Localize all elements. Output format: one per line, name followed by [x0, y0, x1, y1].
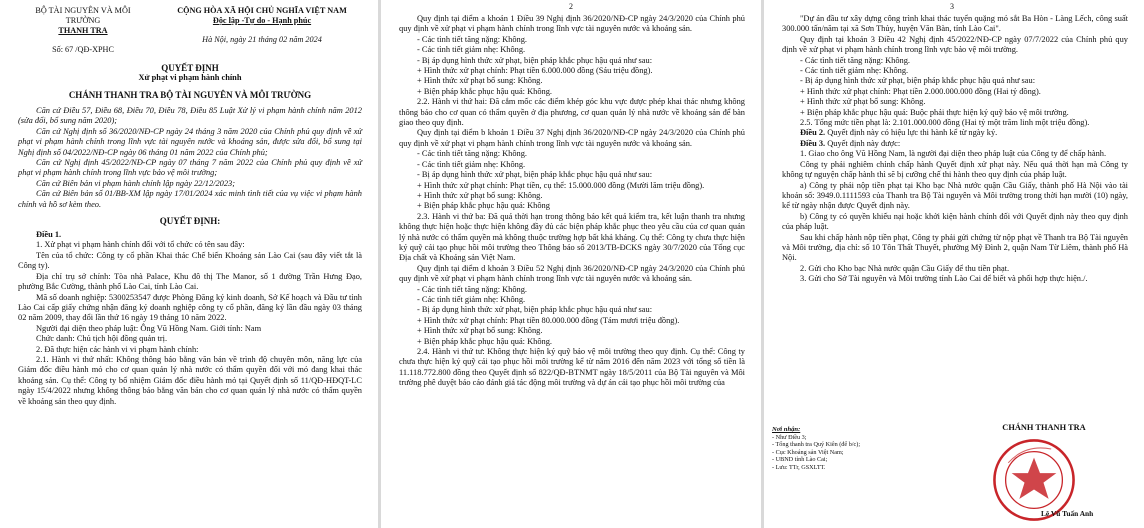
paragraph: 2.3. Hành vi thứ ba: Đã quá thời hạn trong thông báo kết quả kiểm tra, kết luận thanh tra nhưng không thực hiện hoặc thực hiện không đầy đủ các biện pháp khắc phục theo yêu cầu của cơ quan quản lý nhà nước có thẩm quyền mà không thuộc trường hợp bất khả kháng. Cụ thể: Công ty chưa thực hiện ký quỹ cải tạo phục hồi môi trường theo Thông báo số 2013/TB-ĐCKS ngày 30/7/2020 của Tổng cục Địa chất và Khoáng sản Việt Nam. — [399, 211, 745, 263]
paragraph: - Các tình tiết tăng nặng: Không. — [417, 149, 528, 159]
paragraph: + Biện pháp khắc phục hậu quả: Không. — [417, 336, 552, 346]
paragraph: Căn cứ Điều 57, Điều 68, Điều 70, Điều 78, Điều 85 Luật Xử lý vi phạm hành chính năm 2012 (sửa đổi, bổ sung năm 2020); — [18, 106, 362, 126]
paragraph: + Hình thức xử phạt bổ sung: Không. — [417, 326, 543, 336]
paragraph: + Biện pháp khắc phục hậu quả: Buộc phải thực hiện ký quỹ bảo vệ môi trường. — [800, 107, 1069, 117]
article-2 — [782, 128, 1128, 138]
article-1-heading: Điều 1. — [36, 230, 62, 240]
paragraph: Quy định tại khoản 3 Điều 42 Nghị định 45/2022/NĐ-CP ngày 07/7/2022 của Chính phủ quy định về xử phạt vi phạm hành chính trong lĩnh vực bảo vệ môi trường. — [782, 34, 1128, 55]
signature-block — [764, 418, 1144, 528]
paragraph: 2.4. Hành vi thứ tư: Không thực hiện ký quỹ bảo vệ môi trường theo quy định. Cụ thể: Công ty chưa thực hiện ký quỹ cải tạo phục hồi môi trường kể từ năm 2016 đến năm 2023 với tổng số tiền là 11.118.772.800 đồng theo Quyết định số 822/QĐ-BTNMT ngày 18/5/2011 của Bộ Tài nguyên và Môi trường phê duyệt báo cáo đánh giá tác động môi trường và dự án cải tạo phục hồi môi trường của — [399, 347, 745, 388]
recipients-list — [772, 426, 922, 472]
paragraph: Quy định tại điểm d khoản 3 Điều 52 Nghị định 36/2020/NĐ-CP ngày 24/3/2020 của Chính phủ quy định về xử phạt vi phạm hành chính trong lĩnh vực tài nguyên nước và khoáng sản. — [399, 263, 745, 284]
page-number: 3 — [950, 2, 954, 11]
paragraph: + Hình thức xử phạt bổ sung: Không. — [800, 97, 926, 107]
paragraph: Căn cứ Nghị định 45/2022/NĐ-CP ngày 07 tháng 7 năm 2022 của Chính phủ quy định về xử phạt vi phạm hành chính trong lĩnh vực bảo vệ môi trường; — [18, 158, 362, 178]
page-2-body — [399, 14, 745, 389]
paragraph: - Các tình tiết tăng nặng: Không. — [800, 55, 911, 65]
signer-name: Lê Vũ Tuấn Anh — [1041, 509, 1094, 518]
decision-heading: QUYẾT ĐỊNH: — [159, 216, 221, 227]
paragraph: - Bị áp dụng hình thức xử phạt, biện pháp khắc phục hậu quả như sau: — [417, 55, 653, 65]
paragraph: 1. Xử phạt vi phạm hành chính đối với tổ chức có tên sau đây: — [36, 240, 245, 250]
paragraph: + Hình thức xử phạt chính: Phạt tiền, cụ thể: 15.000.000 đồng (Mười lăm triệu đồng). — [417, 180, 705, 190]
nation-name: CỘNG HÒA XÃ HỘI CHỦ NGHĨA VIỆT NAM — [177, 6, 347, 15]
paragraph: - Bị áp dụng hình thức xử phạt, biện pháp khắc phục hậu quả như sau: — [800, 76, 1036, 86]
article-3 — [782, 139, 1128, 149]
legal-bases — [18, 106, 362, 210]
nation-motto: Độc lập -Tự do - Hạnh phúc — [212, 16, 312, 25]
paragraph: 2. Gửi cho Kho bạc Nhà nước quận Cầu Giấy để thu tiền phạt. — [800, 263, 1010, 273]
paragraph: 1. Giao cho ông Vũ Hồng Nam, là người đại diện theo pháp luật của Công ty để chấp hành. — [800, 149, 1107, 159]
paragraph: + Hình thức xử phạt chính: Phạt tiền 6.000.000 đồng (Sáu triệu đồng). — [417, 66, 653, 76]
paragraph: 2. Đã thực hiện các hành vi vi phạm hành chính: — [36, 344, 199, 354]
paragraph: + Hình thức xử phạt chính: Phạt tiền 80.000.000 đồng (Tám mươi triệu đồng). — [417, 315, 680, 325]
paragraph: - Các tình tiết tăng nặng: Không. — [417, 34, 528, 44]
paragraph: - Các tình tiết tăng nặng: Không. — [417, 284, 528, 294]
issue-date: Hà Nội, ngày 21 tháng 02 năm 2024 — [202, 35, 322, 44]
paragraph: 2.1. Hành vi thứ nhất: Không thông báo bằng văn bản về trình độ chuyên môn, năng lực của Giám đốc điều hành mỏ cho cơ quan quản lý nhà nước có thẩm quyền đối với mỏ đang khai thác khoáng sản. Cụ thể: Công ty bổ nhiệm Giám đốc điều hành mỏ tại Quyết định số 11/QĐ-HĐQT-LC ngày 15/4/2022 nhưng không thông báo bằng văn bản cho cơ quan quản lý nhà nước có thẩm quyền về khoáng sản theo quy định. — [18, 354, 362, 406]
paragraph: 2.5. Tổng mức tiền phạt là: 2.101.000.000 đồng (Hai tỷ một trăm linh một triệu đồng). — [800, 118, 1090, 128]
paragraph: Mã số doanh nghiệp: 5300253547 được Phòng Đăng ký kinh doanh, Sở Kế hoạch và Đầu tư tỉnh Lào Cai cấp giấy chứng nhận đăng ký doanh nghiệp công ty cổ phần, đăng ký lần đầu ngày 03 tháng 02 năm 2009, thay đổi lần thứ 16 ngày 19 tháng 10 năm 2022. — [18, 292, 362, 323]
recipient-item: - UBND tỉnh Lào Cai; — [772, 456, 828, 464]
article-2-heading: Điều 2. — [800, 128, 826, 138]
decision-number: Số: 67 /QĐ-XPHC — [52, 45, 114, 54]
page-1 — [0, 0, 378, 528]
paragraph: Địa chỉ trụ sở chính: Tòa nhà Palace, Khu đô thị The Manor, số 1 đường Trần Hưng Đạo, phường Bắc Cường, thành phố Lào Cai, tỉnh Lào Cai. — [18, 271, 362, 292]
paragraph: + Hình thức xử phạt bổ sung: Không. — [417, 76, 543, 86]
paragraph: Căn cứ Biên bản số 01/BB-XM lập ngày 17/01/2024 xác minh tình tiết của vụ việc vi phạm hành chính và hồ sơ kèm theo. — [18, 189, 362, 209]
recipient-item: - Lưu: TTr, GSXLTT. — [772, 463, 826, 471]
department-name: THANH TRA — [58, 26, 108, 35]
paragraph: b) Công ty có quyền khiếu nại hoặc khởi kiện hành chính đối với Quyết định này theo quy định của pháp luật. — [782, 211, 1128, 232]
article-3-body — [782, 149, 1128, 284]
article-3-heading: Điều 3. — [800, 138, 826, 148]
page-2 — [381, 0, 761, 528]
paragraph: Căn cứ Nghị định số 36/2020/NĐ-CP ngày 24 tháng 3 năm 2020 của Chính phủ quy định về xử phạt vi phạm hành chính trong lĩnh vực tài nguyên nước và khoáng sản, được sửa đổi, bổ sung tại Nghị định số 04/2022/NĐ-CP ngày 06 tháng 01 năm 2022 của Chính phủ; — [18, 126, 362, 157]
recipient-item: - Cục Khoáng sản Việt Nam; — [772, 448, 844, 456]
paragraph: Tên của tổ chức: Công ty cổ phần Khai thác Chế biến Khoáng sản Lào Cai (sau đây viết tắt là Công ty). — [18, 250, 362, 271]
paragraph: - Bị áp dụng hình thức xử phạt, biện pháp khắc phục hậu quả như sau: — [417, 170, 653, 180]
paragraph: - Các tình tiết giảm nhẹ: Không. — [417, 159, 526, 169]
paragraph: - Các tình tiết giảm nhẹ: Không. — [417, 294, 526, 304]
article-3-text: Quyết định này được: — [825, 138, 901, 148]
document-subtitle: Xử phạt vi phạm hành chính — [138, 73, 242, 82]
document-header — [18, 6, 362, 55]
paragraph: Người đại diện theo pháp luật: Ông Vũ Hồng Nam. Giới tính: Nam — [36, 323, 262, 333]
recipients-title: Nơi nhận: — [772, 426, 801, 433]
paragraph: - Các tình tiết giảm nhẹ: Không. — [417, 45, 526, 55]
paragraph: Quy định tại điểm a khoản 1 Điều 39 Nghị định 36/2020/NĐ-CP ngày 24/3/2020 của Chính phủ quy định về xử phạt vi phạm hành chính trong lĩnh vực tài nguyên nước và khoáng sản. — [399, 14, 745, 34]
paragraph: Căn cứ Biên bản vi phạm hành chính lập ngày 22/12/2023; — [36, 178, 236, 188]
signer — [949, 423, 1139, 518]
paragraph: - Các tình tiết giảm nhẹ: Không. — [800, 66, 909, 76]
recipient-item: - Tổng thanh tra Quý Kiên (để b/c); — [772, 441, 861, 449]
agency-name: BỘ TÀI NGUYÊN VÀ MÔI TRƯỜNG — [35, 6, 131, 25]
article-1-body — [18, 240, 362, 407]
paragraph: Công ty phải nghiêm chỉnh chấp hành Quyết định xử phạt này. Nếu quá thời hạn mà Công ty không tự nguyện chấp hành thì sẽ bị cưỡng chế thi hành theo quy định của pháp luật. — [782, 159, 1128, 180]
paragraph: Chức danh: Chủ tịch hội đồng quản trị. — [36, 334, 168, 344]
article-2-text: Quyết định này có hiệu lực thi hành kể từ ngày ký. — [825, 128, 998, 138]
page-3-body — [782, 14, 1128, 128]
document-title: QUYẾT ĐỊNH — [161, 63, 219, 73]
paragraph: a) Công ty phải nộp tiền phạt tại Kho bạc Nhà nước quận Cầu Giấy, thành phố Hà Nội vào tài khoản số: 3949.0.1111593 của Thanh tra Bộ Tài nguyên và Môi trường trong thời hạn mười (10) ngày, kể từ ngày nhận được Quyết định này. — [782, 180, 1128, 211]
paragraph: 3. Gửi cho Sở Tài nguyên và Môi trường tỉnh Lào Cai để biết và phối hợp thực hiện./. — [800, 274, 1088, 284]
page-3 — [764, 0, 1144, 528]
page-number: 2 — [569, 2, 573, 11]
paragraph: Quy định tại điểm b khoản 1 Điều 37 Nghị định 36/2020/NĐ-CP ngày 24/3/2020 của Chính phủ quy định về xử phạt vi phạm hành chính trong lĩnh vực tài nguyên nước và khoáng sản. — [399, 128, 745, 148]
paragraph: Sau khi chấp hành nộp tiền phạt, Công ty phải gửi chứng từ nộp phạt về Thanh tra Bộ Tài nguyên và Môi trường, địa chỉ: số 10 Tôn Thất Thuyết, phường Mỹ Đình 2, quận Nam Từ Liêm, thành phố Hà Nội. — [782, 232, 1128, 263]
signer-title: CHÁNH THANH TRA — [1002, 423, 1086, 432]
issuing-authority: CHÁNH THANH TRA BỘ TÀI NGUYÊN VÀ MÔI TRƯỜNG — [68, 90, 312, 100]
paragraph: - Bị áp dụng hình thức xử phạt, biện pháp khắc phục hậu quả như sau: — [417, 305, 653, 315]
paragraph: "Dự án đầu tư xây dựng công trình khai thác tuyển quặng mỏ sắt Ba Hòn - Làng Lếch, công suất 300.000 tấn/năm tại xã Sơn Thủy, huyện Văn Bàn, tỉnh Lào Cai". — [782, 14, 1128, 34]
recipient-item: - Như Điều 3; — [772, 433, 807, 441]
paragraph: + Hình thức xử phạt chính: Phạt tiền 2.000.000.000 đồng (Hai tỷ đồng). — [800, 86, 1041, 96]
paragraph: + Biện pháp khắc phục hậu quả: Không. — [417, 86, 552, 96]
paragraph: 2.2. Hành vi thứ hai: Đã cắm mốc các điểm khép góc khu vực được phép khai thác nhưng không thông báo cho cơ quan có thẩm quyền ở địa phương, cơ quan quản lý nhà nước về khoáng sản để bàn giao theo quy định. — [399, 97, 745, 128]
paragraph: + Biện pháp khắc phục hậu quả: Không — [417, 201, 550, 211]
paragraph: + Hình thức xử phạt bổ sung: Không. — [417, 190, 543, 200]
